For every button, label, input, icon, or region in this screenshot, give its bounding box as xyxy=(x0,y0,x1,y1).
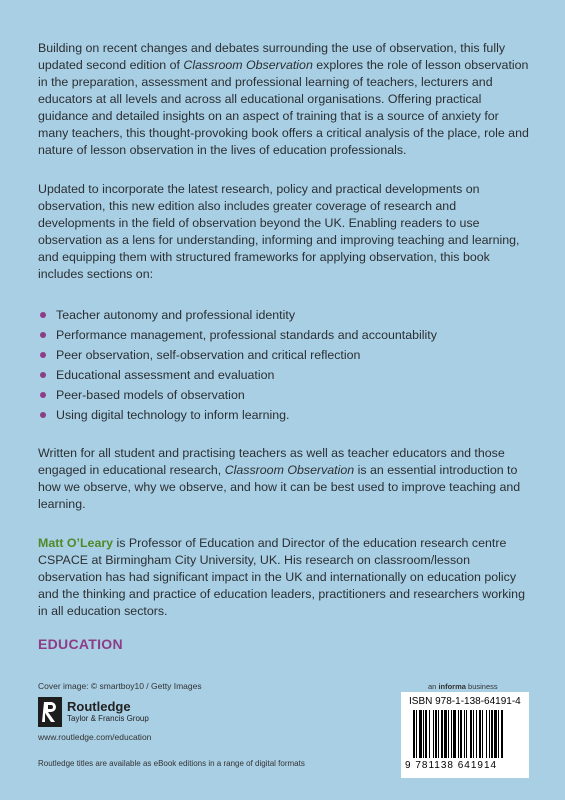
list-item xyxy=(38,385,530,405)
back-cover-text xyxy=(38,40,530,642)
list-item-text: Peer observation, self-observation and critical reflection xyxy=(56,348,361,362)
bullet-dot-icon xyxy=(40,352,46,358)
list-item xyxy=(38,365,530,385)
list-item xyxy=(38,305,530,325)
bullet-dot-icon xyxy=(40,412,46,418)
barcode-number: 9 781138 641914 xyxy=(405,760,498,771)
informa-suffix: business xyxy=(465,682,498,691)
subject-category: EDUCATION xyxy=(38,636,123,652)
ebook-note: Routledge titles are available as eBook editions in a range of digital formats xyxy=(38,759,305,768)
cover-image-credit: Cover image: © smartboy10 / Getty Images xyxy=(38,681,202,691)
bullet-dot-icon xyxy=(40,332,46,338)
publisher-name: Routledge xyxy=(67,699,131,714)
publisher-logo xyxy=(38,697,238,727)
book-title-inline: Classroom Observation xyxy=(224,463,355,477)
author-bio-text: is Professor of Education and Director of the education research centre CSPACE at Birmingham City University, UK. His research on classroom/lesson observation has had significant impact in the UK and internationally on education policy and the thinking and practice of education leaders, practitioners and researchers working in all education sectors. xyxy=(38,536,525,618)
list-item-text: Educational assessment and evaluation xyxy=(56,368,275,382)
author-name: Matt O’Leary xyxy=(38,536,114,550)
closing-end: is an essential introduction to how we observe, why we observe, and how it can be best used to improve teaching and learning. xyxy=(38,463,521,511)
intro-p1-start: Building on recent changes and debates surrounding the use of observation, this fully updated second edition of xyxy=(38,41,506,72)
routledge-logo-icon xyxy=(38,697,62,727)
informa-prefix: an xyxy=(428,682,439,691)
list-item-text: Performance management, professional standards and accountability xyxy=(56,328,437,342)
list-item xyxy=(38,345,530,365)
closing-start: Written for all student and practising teachers as well as teacher educators and those engaged in educational research, xyxy=(38,446,505,477)
bullet-dot-icon xyxy=(40,372,46,378)
bullet-dot-icon xyxy=(40,312,46,318)
isbn-text: ISBN 978-1-138-64191-4 xyxy=(409,696,521,707)
closing-paragraph xyxy=(38,445,530,513)
author-bio xyxy=(38,535,530,620)
publisher-group: Taylor & Francis Group xyxy=(67,714,149,723)
intro-paragraph-2: Updated to incorporate the latest research, policy and practical developments on observation, this new edition also includes greater coverage of research and developments in the field of observation beyond the UK. Enabling readers to use observation as a lens for understanding, informing and improving teaching and learning, and equipping them with structured frameworks for applying observation, this book includes sections on: xyxy=(38,182,520,281)
informa-business-tag xyxy=(428,682,498,691)
list-item xyxy=(38,405,530,425)
book-title-inline: Classroom Observation xyxy=(183,58,313,72)
intro-paragraph-1 xyxy=(38,40,530,159)
barcode-icon xyxy=(413,710,523,758)
list-item xyxy=(38,325,530,345)
informa-name: informa xyxy=(438,682,466,691)
list-item-text: Peer-based models of observation xyxy=(56,388,245,402)
list-item-text: Teacher autonomy and professional identity xyxy=(56,308,296,322)
publisher-url: www.routledge.com/education xyxy=(38,732,152,742)
bullet-dot-icon xyxy=(40,392,46,398)
barcode-panel xyxy=(401,692,529,778)
list-item-text: Using digital technology to inform learning. xyxy=(56,408,290,422)
topics-list xyxy=(38,305,530,425)
intro-p1-end: explores the role of lesson observation in the preparation, assessment and professional learning of teachers, lecturers and educators at all levels and across all educational organisations. Offering practical guidance and detailed insights on an aspect of training that is a source of anxiety for many teachers, this thought-provoking book offers a critical analysis of the place, role and nature of lesson observation in the lives of education professionals. xyxy=(38,58,529,157)
